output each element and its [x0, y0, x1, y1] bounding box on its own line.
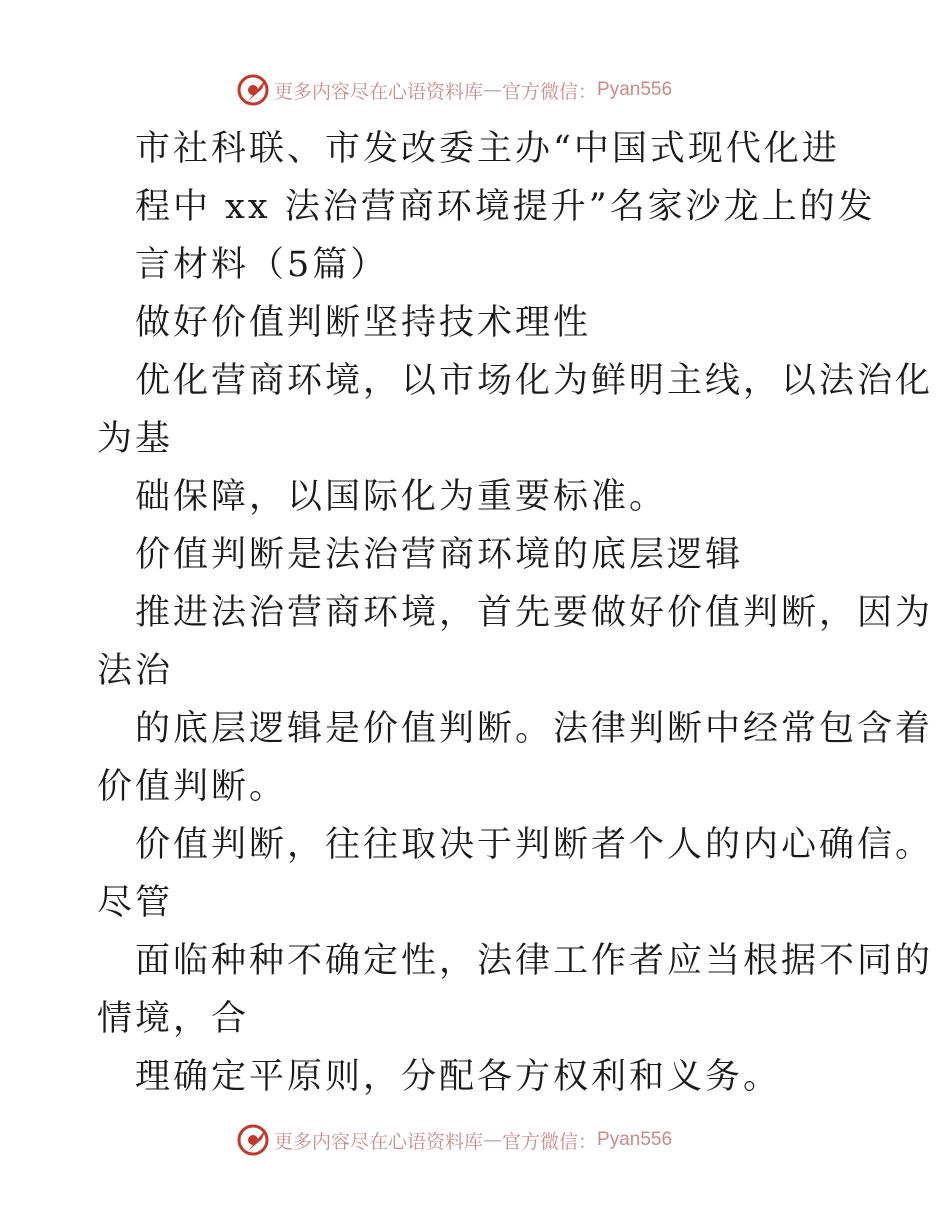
text-line: 价值判断。	[97, 767, 288, 807]
text-line: 理确定平原则，分配各方权利和义务。	[135, 1057, 782, 1097]
footer-watermark	[236, 1123, 672, 1157]
text-line: 法治	[97, 651, 174, 691]
watermark-dash: —	[483, 1129, 503, 1151]
document-body	[97, 120, 934, 1106]
watermark-dash: —	[483, 79, 503, 101]
watermark-main-text: 更多内容尽在心语资料库	[274, 1130, 484, 1153]
text-line: 础保障，以国际化为重要标准。	[135, 477, 668, 517]
text-line: 为基	[97, 419, 174, 459]
text-line: 程中 xx 法治营商环境提升”名家沙龙上的发	[135, 187, 876, 227]
text-line: 优化营商环境，以市场化为鲜明主线，以法治化	[135, 361, 934, 401]
text-line: 价值判断是法治营商环境的底层逻辑	[135, 535, 744, 575]
text-line: 做好价值判断坚持技术理性	[135, 303, 592, 343]
watermark-wechat-label: 官方微信：	[502, 80, 598, 103]
watermark-wechat-id: Pyan556	[597, 1129, 673, 1150]
header-watermark	[236, 73, 672, 107]
watermark-wechat-id: Pyan556	[597, 79, 673, 100]
quill-logo-icon	[236, 1123, 270, 1157]
text-line: 价值判断，往往取决于判断者个人的内心确信。	[135, 825, 934, 865]
text-line: 的底层逻辑是价值判断。法律判断中经常包含着	[135, 709, 934, 749]
text-line: 情境，合	[97, 999, 250, 1039]
text-line: 尽管	[97, 883, 174, 923]
text-line: 言材料（5篇）	[135, 245, 389, 285]
watermark-wechat-label: 官方微信：	[502, 1130, 598, 1153]
text-line: 面临种种不确定性，法律工作者应当根据不同的	[135, 941, 934, 981]
text-line: 推进法治营商环境，首先要做好价值判断，因为	[135, 593, 934, 633]
watermark-main-text: 更多内容尽在心语资料库	[274, 80, 484, 103]
text-line: 市社科联、市发改委主办“中国式现代化进	[135, 129, 840, 169]
quill-logo-icon	[236, 73, 270, 107]
